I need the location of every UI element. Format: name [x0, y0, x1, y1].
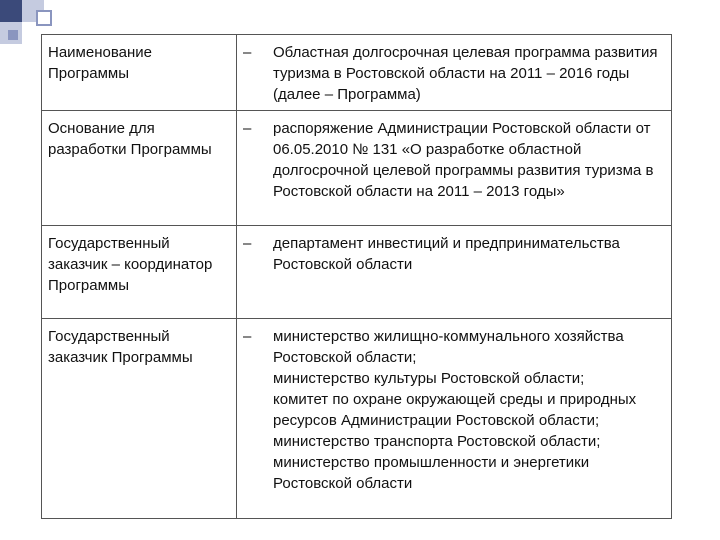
row-value-cell — [237, 111, 672, 226]
row-value-cell — [237, 226, 672, 319]
row-label: Государственный заказчик – координатор Программы — [48, 235, 213, 294]
row-label-cell — [42, 35, 237, 111]
row-label: Наименование Программы — [48, 44, 152, 82]
table-row — [42, 35, 672, 111]
table-row — [42, 226, 672, 319]
program-passport-table — [41, 34, 672, 519]
row-value-line: департамент инвестиций и предпринимательства Ростовской области — [273, 235, 620, 273]
row-label-cell — [42, 319, 237, 519]
dash-marker: – — [243, 235, 252, 252]
table-row — [42, 319, 672, 519]
dash-marker: – — [243, 44, 252, 61]
row-value-line: министерство промышленности и энергетики Ростовской области — [273, 454, 590, 492]
row-value-line: министерство жилищно-коммунального хозяйства Ростовской области; — [273, 328, 624, 366]
program-passport-table-wrap — [41, 34, 672, 519]
table-row — [42, 111, 672, 226]
deco-square-dark — [0, 0, 22, 22]
row-label: Основание для разработки Программы — [48, 120, 212, 158]
row-label: Государственный заказчик Программы — [48, 328, 193, 366]
row-value-cell — [237, 35, 672, 111]
deco-square-outline — [36, 10, 52, 26]
row-value-cell — [237, 319, 672, 519]
row-value-line: комитет по охране окружающей среды и природных ресурсов Администрации Ростовской области; — [273, 391, 637, 429]
dash-marker: – — [243, 328, 252, 345]
row-value-line: Областная долгосрочная целевая программа развития туризма в Ростовской области на 2011 – 2016 годы (далее – Программа) — [273, 44, 658, 103]
row-value-line: распоряжение Администрации Ростовской области от 06.05.2010 № 131 «О разработке областной долгосрочной целевой программы развития туризма в Ростовской области на 2011 – 2013 годы» — [273, 120, 654, 200]
row-value-line: министерство транспорта Ростовской области; — [273, 433, 601, 450]
row-value-line: министерство культуры Ростовской области; — [273, 370, 585, 387]
row-label-cell — [42, 111, 237, 226]
deco-square-mid — [8, 30, 18, 40]
dash-marker: – — [243, 120, 252, 137]
row-label-cell — [42, 226, 237, 319]
